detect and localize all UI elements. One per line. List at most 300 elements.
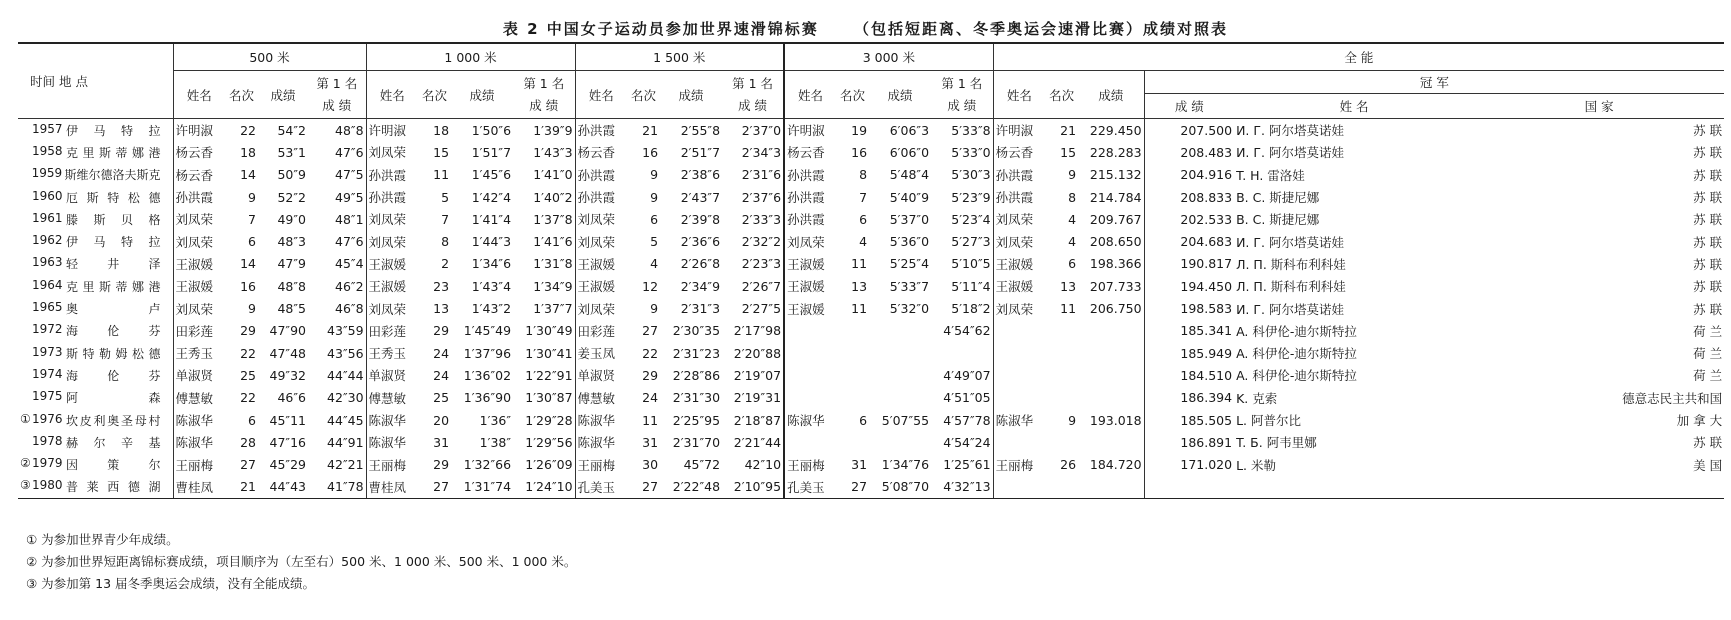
cell-s3000	[869, 364, 931, 386]
place: 斯特勒姆松德	[66, 346, 161, 361]
place: 滕斯贝格	[66, 212, 161, 227]
cell-na: 刘凤荣	[993, 297, 1045, 319]
cell-r500: 6	[248, 234, 256, 250]
cell-cc: 德意志民主共和国	[1622, 390, 1723, 406]
header-rank: 名次	[228, 87, 254, 103]
cell-n3000: 孔美玉	[784, 476, 836, 499]
cell-f500: 41″78	[308, 476, 366, 499]
cell-s1500: 2′28″86	[672, 367, 721, 383]
cell-r3000: 6	[859, 211, 868, 227]
header-first-line1: 第 1 名	[316, 75, 358, 91]
cell-s1500: 45″72	[683, 457, 721, 473]
cell-cc: 荷 兰	[1693, 346, 1723, 362]
year: 1962	[32, 233, 63, 248]
cell-na	[993, 342, 1045, 364]
header-rank: 名次	[840, 87, 866, 103]
time-place-cell	[18, 230, 173, 252]
cell-r3000: 8	[859, 167, 868, 183]
footnotes	[26, 529, 576, 595]
cell-n500: 单淑贤	[173, 364, 225, 386]
footnote-mark	[20, 345, 32, 362]
cell-r1000: 24	[433, 345, 450, 361]
cell-ra: 9	[1068, 412, 1077, 428]
table-header	[18, 43, 1724, 119]
footnote-mark	[20, 278, 32, 295]
cell-f3000: 5′33″8	[951, 122, 991, 138]
cell-s500: 45″11	[269, 412, 306, 428]
cell-cc: 荷 兰	[1693, 368, 1723, 384]
cell-r1000: 23	[433, 278, 450, 294]
cell-r1500: 21	[642, 122, 659, 138]
cell-r1500: 24	[642, 390, 659, 406]
place: 克里斯蒂娜港	[66, 145, 161, 160]
cell-ra	[1045, 431, 1078, 453]
header-score: 成绩	[1098, 87, 1124, 103]
cell-cc: 苏 联	[1693, 212, 1723, 228]
cell-f3000: 4′54″24	[943, 434, 991, 450]
cell-s500: 49″32	[269, 367, 306, 383]
cell-s1000: 1′44″3	[471, 234, 512, 250]
cell-r3000	[836, 387, 869, 409]
cell-na	[993, 476, 1045, 499]
footnote-mark: ①	[20, 411, 31, 426]
cell-s1000: 1′38″	[479, 434, 512, 450]
cell-r3000	[836, 431, 869, 453]
cell-cn: A. 科伊伦-迪尔斯特拉	[1236, 368, 1357, 384]
cell-cs: 208.833	[1144, 186, 1234, 208]
place: 坎皮利奥圣母村	[66, 413, 161, 428]
cell-f1000: 1′22″91	[525, 367, 573, 383]
cell-f3000: 4′32″13	[931, 476, 993, 499]
time-place-cell	[18, 186, 173, 208]
cell-cc: 苏 联	[1693, 234, 1723, 250]
table-row	[18, 342, 1724, 364]
header-500m: 500 米	[173, 43, 366, 71]
cell-r1000: 20	[433, 412, 450, 428]
cell-r1500: 27	[627, 476, 660, 499]
cell-n1000: 曹桂凤	[366, 476, 418, 499]
cell-r1000: 25	[433, 390, 450, 406]
cell-f3000: 5′27″3	[951, 234, 991, 250]
cell-f1000: 1′24″10	[513, 476, 575, 499]
cell-f1000: 1′40″2	[533, 189, 573, 205]
cell-sa: 208.650	[1089, 234, 1142, 250]
footnote-mark	[20, 322, 32, 339]
place: 普莱西德湖	[66, 480, 161, 495]
cell-cn: A. 科伊伦-迪尔斯特拉	[1236, 323, 1357, 339]
cell-n3000: 王丽梅	[784, 453, 836, 475]
cell-r500: 14	[240, 256, 256, 272]
cell-n3000	[784, 342, 836, 364]
cell-f500: 46″2	[335, 278, 364, 294]
cell-f500: 42″21	[327, 457, 364, 473]
cell-s1500: 2′43″7	[680, 189, 721, 205]
cell-n1500: 王丽梅	[575, 453, 627, 475]
table-row	[18, 431, 1724, 453]
cell-f3000: 5′23″9	[951, 189, 991, 205]
cell-cs	[1144, 476, 1234, 499]
cell-f1500: 2′31″6	[741, 167, 782, 183]
cell-cs: 190.817	[1144, 253, 1234, 275]
header-first-line2: 成 绩	[738, 97, 768, 113]
page-title	[0, 18, 1731, 39]
cell-s500: 48″8	[277, 278, 306, 294]
cell-f1000: 1′30″49	[525, 323, 573, 339]
header-first-place	[513, 71, 575, 119]
cell-r1500: 9	[650, 167, 659, 183]
cell-sa: 207.733	[1089, 278, 1142, 294]
cell-r3000: 7	[859, 189, 868, 205]
cell-n1000: 孙洪霞	[366, 186, 418, 208]
cell-r1500: 16	[642, 144, 659, 160]
cell-n3000	[784, 387, 836, 409]
cell-sa: 214.784	[1089, 189, 1142, 205]
cell-n3000: 王淑媛	[784, 297, 836, 319]
cell-n1000: 刘凤荣	[366, 141, 418, 163]
cell-s3000: 5′48″4	[889, 167, 930, 183]
header-name: 姓名	[575, 71, 627, 119]
cell-r1500: 22	[642, 345, 659, 361]
cell-f1500: 2′17″98	[733, 323, 782, 339]
cell-n1000: 刘凤荣	[366, 208, 418, 230]
cell-cc	[1474, 476, 1724, 499]
cell-s3000	[869, 387, 931, 409]
place: 轻井泽	[66, 257, 161, 272]
cell-s3000: 5′25″4	[889, 256, 930, 272]
cell-s1000: 1′45″6	[471, 167, 512, 183]
cell-n1500: 王淑媛	[575, 253, 627, 275]
cell-sa: 184.720	[1089, 457, 1142, 473]
cell-n500: 杨云香	[173, 164, 225, 186]
cell-s1000: 1′42″4	[471, 189, 512, 205]
cell-ra: 15	[1060, 144, 1077, 160]
cell-f3000: 5′11″4	[951, 278, 991, 294]
cell-f500: 48″8	[335, 122, 364, 138]
cell-n3000: 孙洪霞	[784, 208, 836, 230]
cell-cn: Л. П. 斯科布利科娃	[1236, 279, 1346, 295]
cell-cs: 171.020	[1144, 453, 1234, 475]
header-score: 成绩	[270, 87, 296, 103]
year: 1980	[32, 478, 63, 493]
cell-n1500: 孙洪霞	[575, 186, 627, 208]
footnote-1: ① 为参加世界青少年成绩。	[26, 532, 179, 547]
cell-cn: K. 克索	[1236, 390, 1278, 406]
time-place-cell	[18, 253, 173, 275]
cell-f3000	[931, 342, 993, 364]
cell-s1500: 2′36″6	[680, 234, 721, 250]
cell-s500: 47″16	[269, 434, 306, 450]
time-place-cell	[18, 119, 173, 142]
header-first-place	[931, 71, 993, 119]
cell-ra: 21	[1060, 122, 1077, 138]
cell-n500: 刘凤荣	[173, 230, 225, 252]
cell-r500: 22	[240, 390, 256, 406]
cell-f3000: 4′57″78	[943, 412, 991, 428]
cell-f1500: 2′21″44	[733, 434, 782, 450]
table-row	[18, 141, 1724, 163]
header-first-line2: 成 绩	[529, 97, 559, 113]
cell-r1500: 5	[650, 234, 659, 250]
cell-s1000: 1′31″74	[451, 476, 513, 499]
cell-r1500: 29	[642, 367, 659, 383]
cell-n1000: 王秀玉	[366, 342, 418, 364]
time-place-cell	[18, 364, 173, 386]
cell-n500: 王淑媛	[173, 275, 225, 297]
footnote-mark: ③	[20, 478, 31, 493]
cell-f1500: 2′37″0	[741, 122, 782, 138]
header-first-place	[308, 71, 366, 119]
cell-n500: 孙洪霞	[173, 186, 225, 208]
cell-s1500: 2′31″30	[672, 390, 721, 406]
cell-na: 刘凤荣	[993, 230, 1045, 252]
cell-n1500: 陈淑华	[575, 431, 627, 453]
cell-cn: И. Г. 阿尔塔莫诺娃	[1236, 123, 1344, 139]
header-score: 成绩	[887, 87, 913, 103]
cell-r1000: 18	[433, 122, 450, 138]
place: 克里斯蒂娜港	[66, 279, 161, 294]
cell-cn: B. C. 斯捷尼娜	[1236, 190, 1320, 206]
cell-sa: 215.132	[1089, 167, 1142, 183]
cell-n3000: 孙洪霞	[784, 164, 836, 186]
cell-n500: 王秀玉	[173, 342, 225, 364]
header-rank: 名次	[422, 87, 448, 103]
cell-f1000: 1′43″3	[533, 144, 573, 160]
table-row	[18, 387, 1724, 409]
cell-f1500: 2′23″3	[741, 256, 782, 272]
cell-sa: 198.366	[1089, 256, 1142, 272]
header-1000m: 1 000 米	[366, 43, 575, 71]
cell-s1500: 2′22″48	[660, 476, 722, 499]
cell-n1500: 刘凤荣	[575, 208, 627, 230]
cell-s500: 48″5	[277, 301, 306, 317]
cell-f1000: 1′41″6	[533, 234, 573, 250]
year: 1979	[32, 456, 63, 471]
cell-r3000: 6	[859, 412, 868, 428]
cell-f1000: 1′41″0	[533, 167, 573, 183]
cell-r3000: 19	[851, 122, 868, 138]
cell-cn: T. H. 雷洛娃	[1236, 167, 1305, 183]
footnote-mark	[20, 233, 32, 250]
cell-f3000: 5′18″2	[951, 301, 991, 317]
year: 1959	[31, 166, 63, 181]
cell-r3000: 27	[836, 476, 869, 499]
time-place-cell	[18, 476, 173, 499]
cell-ra	[1045, 364, 1078, 386]
table-row	[18, 230, 1724, 252]
cell-f1000: 1′34″9	[533, 278, 573, 294]
cell-f1000: 1′37″7	[533, 301, 573, 317]
cell-n500: 许明淑	[173, 119, 225, 142]
cell-n1000: 王丽梅	[366, 453, 418, 475]
cell-s1000: 1′37″96	[463, 345, 512, 361]
table-row	[18, 253, 1724, 275]
cell-ra	[1045, 387, 1078, 409]
cell-n500: 刘凤荣	[173, 208, 225, 230]
cell-s500: 52″2	[277, 189, 306, 205]
cell-f1500: 2′27″5	[741, 301, 782, 317]
cell-sa	[1078, 320, 1144, 342]
cell-n500: 陈淑华	[173, 409, 225, 431]
cell-f3000: 1′25″61	[943, 457, 991, 473]
cell-n500: 曹桂凤	[173, 476, 225, 499]
cell-f1500: 2′19″31	[733, 390, 782, 406]
cell-n500: 王淑媛	[173, 253, 225, 275]
time-place-cell	[18, 387, 173, 409]
year: 1961	[32, 210, 63, 225]
cell-na: 刘凤荣	[993, 208, 1045, 230]
cell-s3000: 5′36″0	[889, 234, 930, 250]
cell-n500: 杨云香	[173, 141, 225, 163]
cell-f1000: 1′39″9	[533, 122, 573, 138]
cell-r500: 29	[240, 323, 256, 339]
cell-f500: 44″91	[327, 434, 364, 450]
cell-s3000	[869, 320, 931, 342]
cell-f1500: 2′33″3	[741, 211, 782, 227]
header-first-line1: 第 1 名	[523, 75, 565, 91]
cell-r1000: 5	[441, 189, 450, 205]
cell-f500: 43″59	[327, 323, 364, 339]
cell-r1500: 11	[642, 412, 659, 428]
cell-f3000: 5′30″3	[951, 167, 991, 183]
cell-s1500: 2′55″8	[680, 122, 721, 138]
cell-na: 陈淑华	[993, 409, 1045, 431]
cell-n1000: 陈淑华	[366, 431, 418, 453]
cell-r3000: 16	[851, 144, 868, 160]
cell-cc: 苏 联	[1693, 123, 1723, 139]
cell-r500: 28	[240, 434, 256, 450]
cell-s1500: 2′31″70	[672, 434, 721, 450]
cell-r3000: 11	[851, 256, 868, 272]
header-champion: 冠 军	[1144, 71, 1724, 94]
cell-cs: 185.949	[1144, 342, 1234, 364]
cell-n1000: 刘凤荣	[366, 297, 418, 319]
cell-na	[993, 431, 1045, 453]
time-place-cell	[18, 431, 173, 453]
cell-n1500: 单淑贤	[575, 364, 627, 386]
cell-n500: 刘凤荣	[173, 297, 225, 319]
cell-f1500: 2′19″07	[733, 367, 782, 383]
cell-cs: 204.683	[1144, 230, 1234, 252]
cell-r3000	[836, 364, 869, 386]
place: 厄斯特松德	[66, 190, 161, 205]
cell-r1000: 29	[433, 323, 450, 339]
cell-r3000: 11	[851, 301, 868, 317]
cell-cn: L. 米勒	[1236, 457, 1276, 473]
cell-r500: 14	[240, 167, 256, 183]
results-table	[18, 42, 1724, 499]
cell-cn	[1234, 476, 1474, 499]
cell-n1500: 陈淑华	[575, 409, 627, 431]
cell-r1500: 30	[642, 457, 659, 473]
cell-f1500: 2′26″7	[741, 278, 782, 294]
cell-sa	[1078, 431, 1144, 453]
cell-r3000	[836, 342, 869, 364]
footnote-mark	[20, 144, 32, 161]
cell-n1500: 孙洪霞	[575, 164, 627, 186]
cell-s1000: 1′50″6	[471, 122, 512, 138]
cell-ra: 9	[1068, 167, 1077, 183]
cell-f500: 42″30	[327, 390, 364, 406]
cell-cn: A. 科伊伦-迪尔斯特拉	[1236, 346, 1357, 362]
cell-n3000	[784, 431, 836, 453]
title-main: 表 2 中国女子运动员参加世界速滑锦标赛	[502, 20, 819, 38]
cell-cn: T. Б. 阿韦里娜	[1236, 435, 1317, 451]
cell-na: 孙洪霞	[993, 164, 1045, 186]
cell-na: 许明淑	[993, 119, 1045, 142]
cell-cs: 204.916	[1144, 164, 1234, 186]
cell-n1000: 王淑媛	[366, 275, 418, 297]
cell-f1000: 1′29″28	[525, 412, 573, 428]
cell-r1000: 31	[433, 434, 450, 450]
cell-f1500: 2′37″6	[741, 189, 782, 205]
cell-s3000: 5′37″0	[889, 211, 930, 227]
cell-n3000: 许明淑	[784, 119, 836, 142]
footnote-mark	[20, 367, 32, 384]
cell-ra	[1045, 476, 1078, 499]
cell-n1500: 杨云香	[575, 141, 627, 163]
cell-f1500: 2′10″95	[722, 476, 784, 499]
cell-r1000: 13	[433, 301, 450, 317]
year: 1973	[32, 344, 63, 359]
cell-s1000: 1′43″2	[471, 301, 512, 317]
cell-r3000: 13	[851, 278, 868, 294]
header-champion-country: 国 家	[1584, 99, 1614, 114]
cell-s3000: 5′32″0	[889, 301, 930, 317]
cell-cs: 186.891	[1144, 431, 1234, 453]
cell-na: 王淑媛	[993, 253, 1045, 275]
footnote-mark	[20, 211, 32, 228]
cell-s500: 48″3	[277, 234, 306, 250]
cell-cn: И. Г. 阿尔塔莫诺娃	[1236, 301, 1344, 317]
cell-ra: 13	[1060, 278, 1077, 294]
cell-s1000: 1′36″02	[463, 367, 512, 383]
cell-s1500: 2′31″3	[680, 301, 721, 317]
cell-f3000: 4′49″07	[943, 367, 991, 383]
header-champion-name: 姓 名	[1339, 99, 1369, 114]
header-3000m: 3 000 米	[784, 43, 993, 71]
header-time-place: 时间 地 点	[30, 74, 88, 89]
cell-f1000: 1′31″8	[533, 256, 573, 272]
cell-f500: 43″56	[327, 345, 364, 361]
cell-r1500: 4	[650, 256, 659, 272]
cell-f500: 46″8	[335, 301, 364, 317]
cell-s3000: 1′34″76	[881, 457, 930, 473]
cell-sa: 229.450	[1089, 122, 1142, 138]
table-row	[18, 119, 1724, 142]
cell-n500: 王丽梅	[173, 453, 225, 475]
header-first-line2: 成 绩	[947, 97, 977, 113]
cell-s500: 50″9	[277, 167, 306, 183]
table-row	[18, 186, 1724, 208]
cell-cs: 184.510	[1144, 364, 1234, 386]
place: 因策尔	[66, 458, 161, 473]
cell-s1500: 2′26″8	[680, 256, 721, 272]
cell-f3000: 5′10″5	[951, 256, 991, 272]
cell-r1000: 7	[441, 211, 450, 227]
cell-s1500: 2′38″6	[680, 167, 721, 183]
cell-n1000: 孙洪霞	[366, 164, 418, 186]
cell-sa	[1078, 364, 1144, 386]
cell-r1000: 11	[433, 167, 450, 183]
year: 1960	[32, 188, 63, 203]
cell-f500: 49″5	[335, 189, 364, 205]
header-first-line1: 第 1 名	[732, 75, 773, 91]
cell-f1500: 2′20″88	[733, 345, 782, 361]
cell-r1000: 2	[441, 256, 450, 272]
cell-r1500: 6	[650, 211, 659, 227]
cell-n3000: 孙洪霞	[784, 186, 836, 208]
table-row	[18, 409, 1724, 431]
